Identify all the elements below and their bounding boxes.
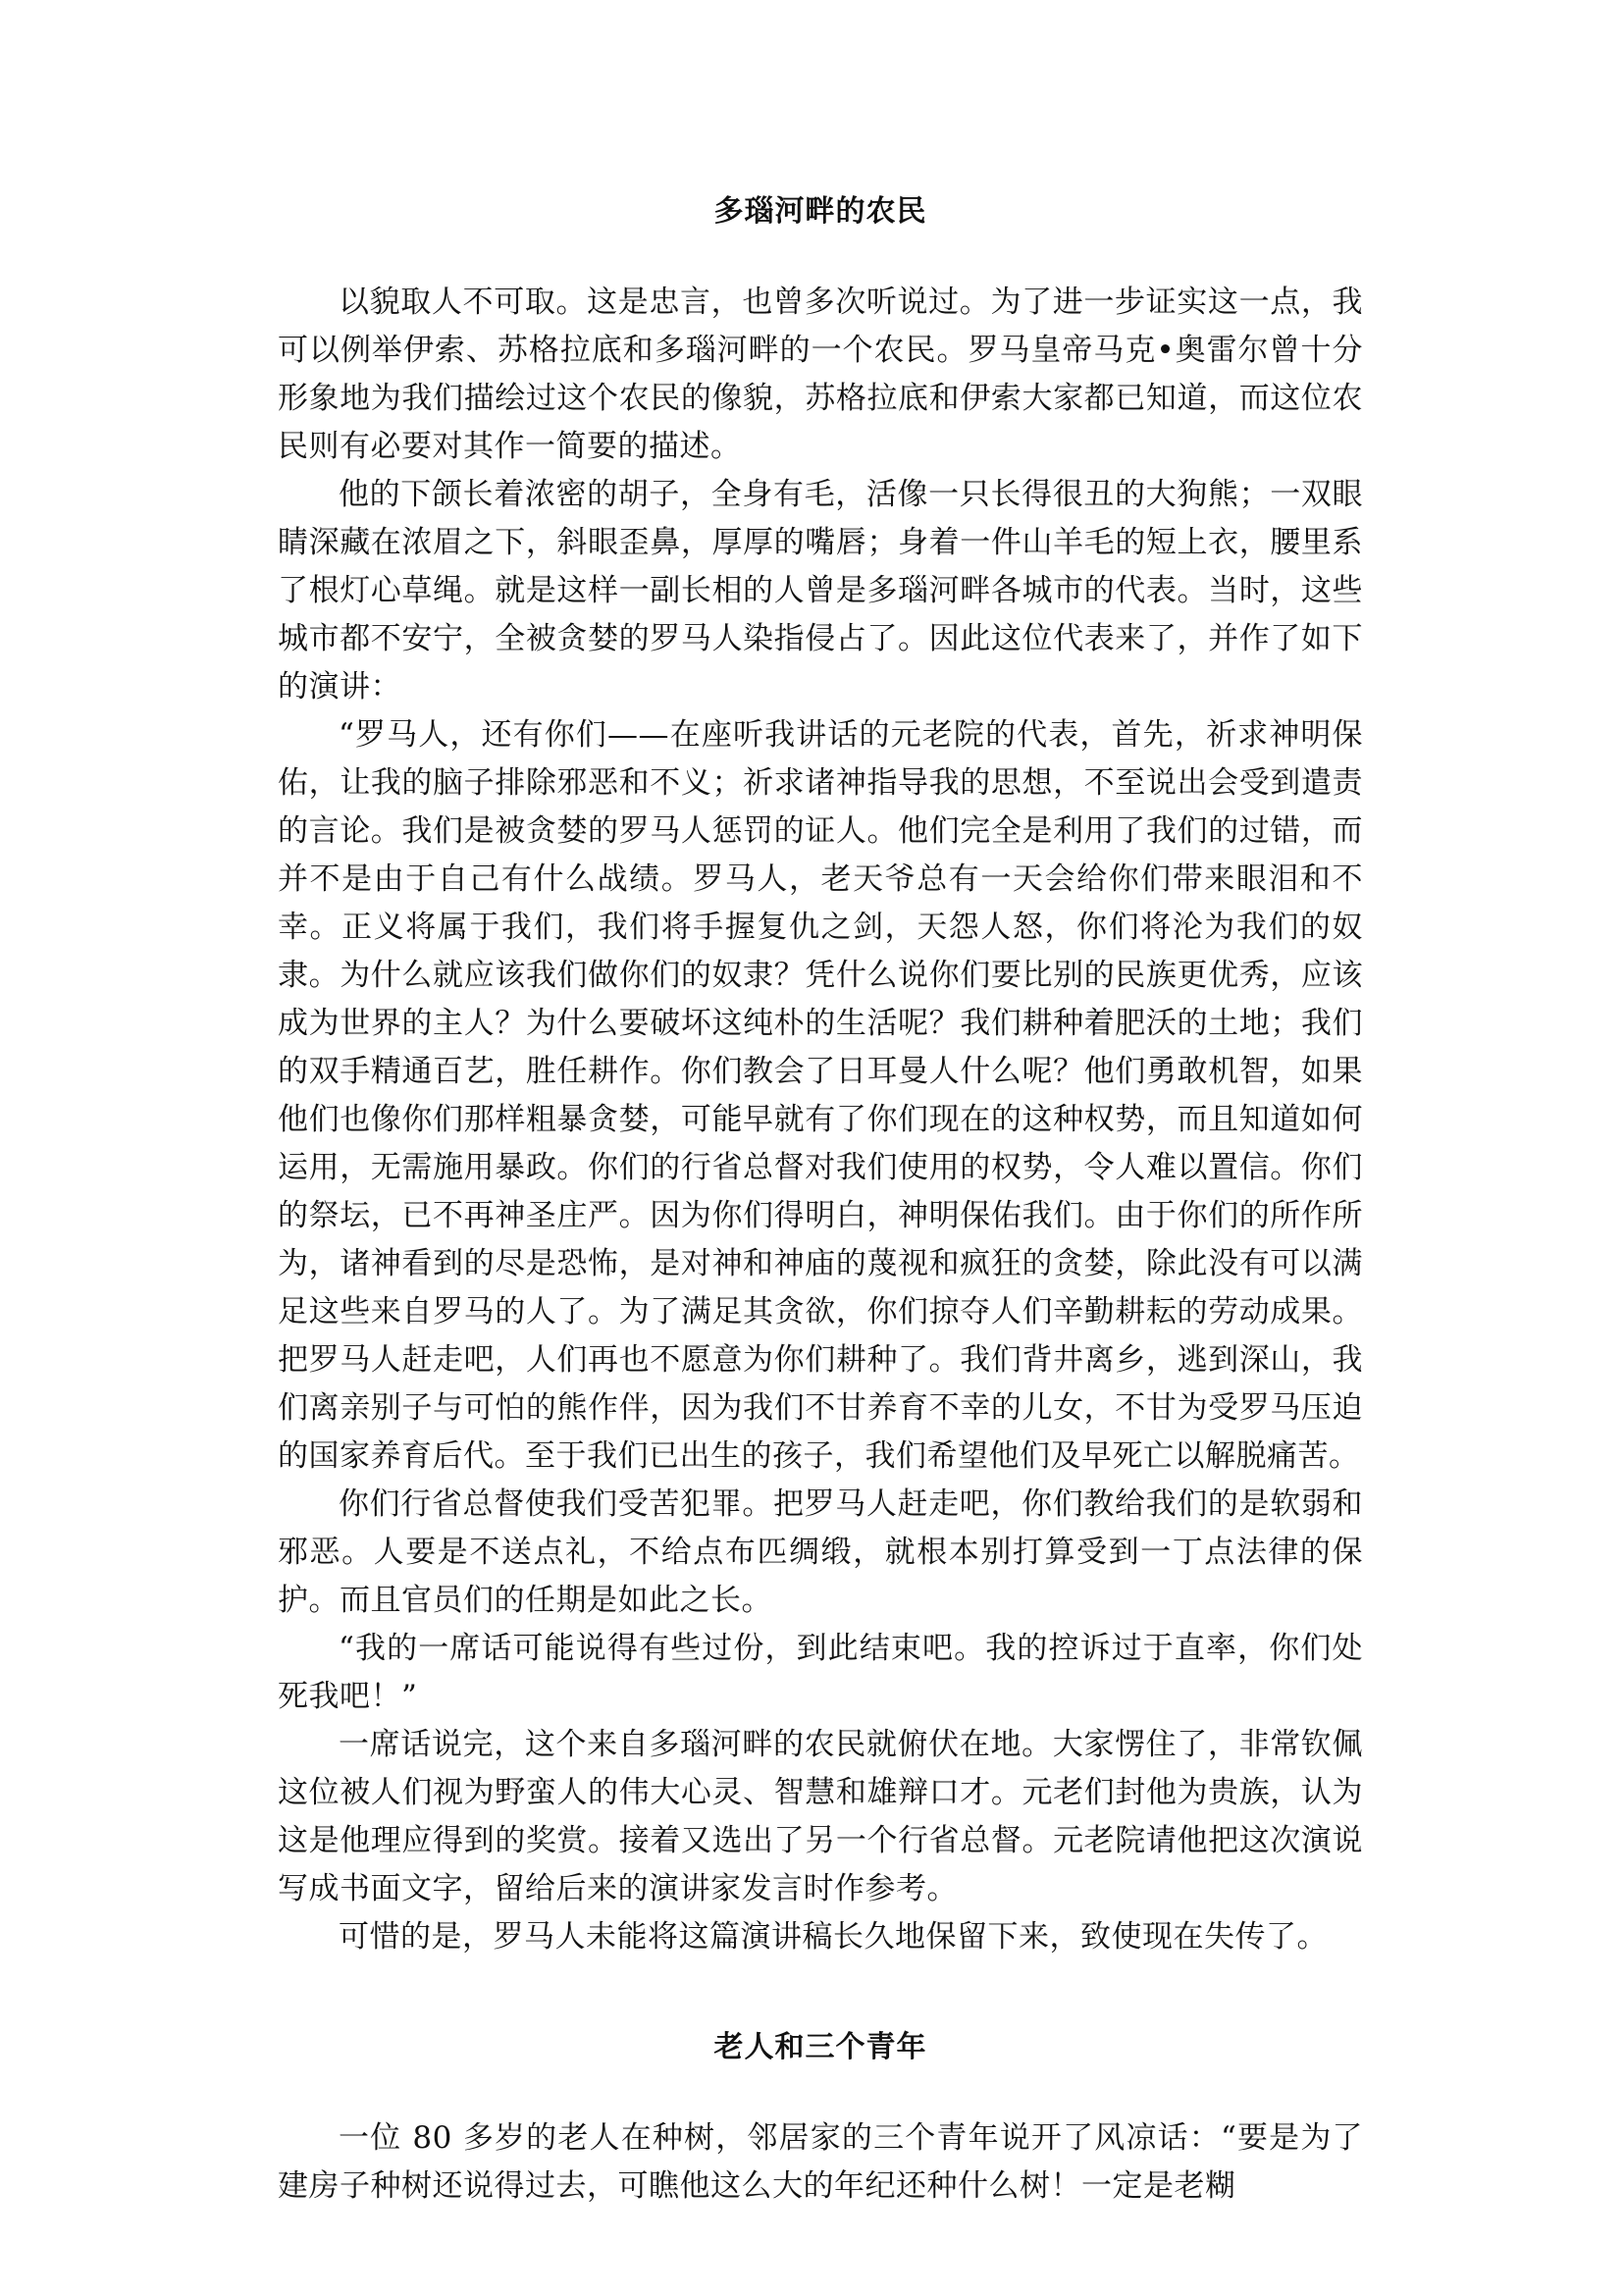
paragraph: 可惜的是，罗马人未能将这篇演讲稿长久地保留下来，致使现在失传了。 <box>339 1919 1328 1955</box>
paragraph: 以貌取人不可取。这是忠言，也曾多次听说过。为了进一步证实这一点，我可以例举伊索、苏格拉底和多瑙河畔的一个农民。罗马皇帝马克•奥雷尔曾十分形象地为我们描绘过这个农民的像貌，苏格拉底和伊索大家都已知道，而这位农民则有必要对其作一简要的描述。 <box>278 285 1363 464</box>
paragraph: 他的下颌长着浓密的胡子，全身有毛，活像一只长得很丑的大狗熊；一双眼睛深藏在浓眉之下，斜眼歪鼻，厚厚的嘴唇；身着一件山羊毛的短上衣，腰里系了根灯心草绳。就是这样一副长相的人曾是多瑙河畔各城市的代表。当时，这些城市都不安宁，全被贪婪的罗马人染指侵占了。因此这位代表来了，并作了如下的演讲： <box>278 477 1363 704</box>
paragraph: 一席话说完，这个来自多瑙河畔的农民就俯伏在地。大家愣住了，非常钦佩这位被人们视为野蛮人的伟大心灵、智慧和雄辩口才。元老们封他为贵族，认为这是他理应得到的奖赏。接着又选出了另一个行省总督。元老院请他把这次演说写成书面文字，留给后来的演讲家发言时作参考。 <box>278 1727 1363 1906</box>
paragraph: 你们行省总督使我们受苦犯罪。把罗马人赶走吧，你们教给我们的是软弱和邪恶。人要是不送点礼，不给点布匹绸缎，就根本别打算受到一丁点法律的保护。而且官员们的任期是如此之长。 <box>278 1486 1363 1618</box>
section-title-old-man-three-youths: 老人和三个青年 <box>713 2030 927 2064</box>
paragraph: 一位 80 多岁的老人在种树，邻居家的三个青年说开了风凉话：“要是为了建房子种树还说得过去，可瞧他这么大的年纪还种什么树！一定是老糊 <box>278 2120 1363 2204</box>
section-title-danube-peasant: 多瑙河畔的农民 <box>713 194 927 229</box>
document-page <box>278 192 1363 2211</box>
paragraph: “我的一席话可能说得有些过份，到此结束吧。我的控诉过于直率，你们处死我吧！” <box>278 1631 1363 1714</box>
paragraph: “罗马人，还有你们——在座听我讲话的元老院的代表，首先，祈求神明保佑，让我的脑子排除邪恶和不义；祈求诸神指导我的思想，不至说出会受到遣责的言论。我们是被贪婪的罗马人惩罚的证人。他们完全是利用了我们的过错，而并不是由于自己有什么战绩。罗马人，老天爷总有一天会给你们带来眼泪和不幸。正义将属于我们，我们将手握复仇之剑，天怨人怒，你们将沦为我们的奴隶。为什么就应该我们做你们的奴隶？凭什么说你们要比别的民族更优秀，应该成为世界的主人？为什么要破坏这纯朴的生活呢？我们耕种着肥沃的土地；我们的双手精通百艺，胜任耕作。你们教会了日耳曼人什么呢？他们勇敢机智，如果他们也像你们那样粗暴贪婪，可能早就有了你们现在的这种权势，而且知道如何运用，无需施用暴政。你们的行省总督对我们使用的权势，令人难以置信。你们的祭坛，已不再神圣庄严。因为你们得明白，神明保佑我们。由于你们的所作所为，诸神看到的尽是恐怖，是对神和神庙的蔑视和疯狂的贪婪，除此没有可以满足这些来自罗马的人了。为了满足其贪欲，你们掠夺人们辛勤耕耘的劳动成果。把罗马人赶走吧，人们再也不愿意为你们耕种了。我们背井离乡，逃到深山，我们离亲别子与可怕的熊作伴，因为我们不甘养育不幸的儿女，不甘为受罗马压迫的国家养育后代。至于我们已出生的孩子，我们希望他们及早死亡以解脱痛苦。 <box>278 717 1363 1474</box>
